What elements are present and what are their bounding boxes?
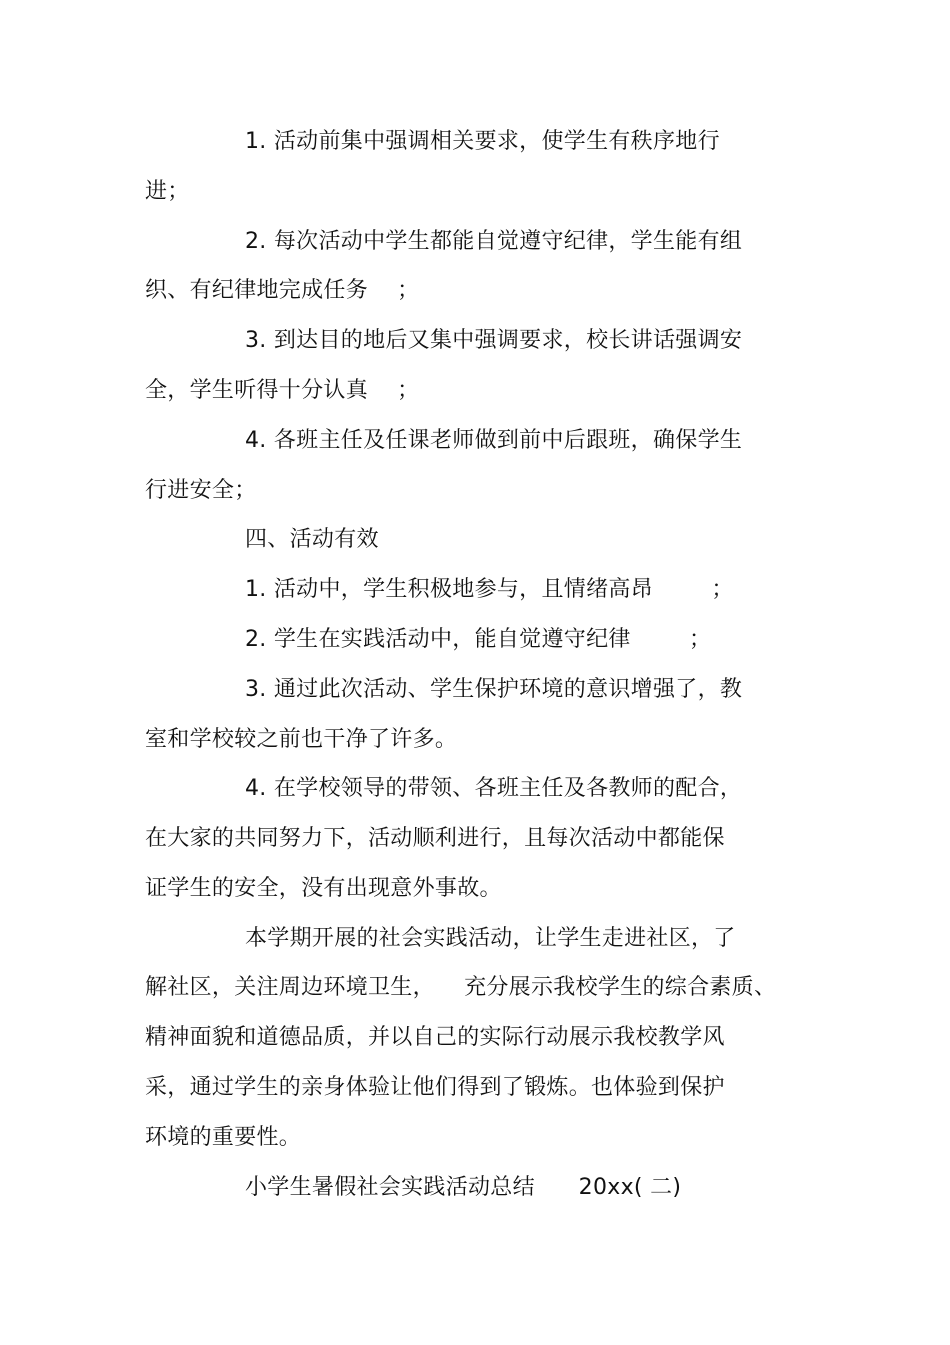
paragraph-line: 解社区，关注周边环境卫生， 充分展示我校学生的综合素质、 <box>145 975 777 1000</box>
paragraph-line: 在大家的共同努力下，活动顺利进行，且每次活动中都能保 <box>145 826 725 851</box>
paragraph-line: 1. 活动中，学生积极地参与，且情绪高昂 ； <box>245 577 734 602</box>
paragraph-line: 4. 各班主任及任课老师做到前中后跟班，确保学生 <box>245 428 743 453</box>
paragraph-line: 2. 每次活动中学生都能自觉遵守纪律，学生能有组 <box>245 229 743 254</box>
paragraph-line: 全，学生听得十分认真 ； <box>145 378 420 403</box>
paragraph-line: 采，通过学生的亲身体验让他们得到了锻炼。也体验到保护 <box>145 1075 725 1100</box>
paragraph-line: 证学生的安全，没有出现意外事故。 <box>145 876 502 901</box>
paragraph-line: 室和学校较之前也干净了许多。 <box>145 727 458 752</box>
paragraph-line: 精神面貌和道德品质，并以自己的实际行动展示我校教学风 <box>145 1025 725 1050</box>
paragraph-line: 2. 学生在实践活动中，能自觉遵守纪律 ； <box>245 627 712 652</box>
paragraph-line: 环境的重要性。 <box>145 1125 302 1150</box>
paragraph-line: 本学期开展的社会实践活动，让学生走进社区，了 <box>245 926 736 951</box>
paragraph-line: 3. 到达目的地后又集中强调要求，校长讲话强调安 <box>245 328 743 353</box>
document-title: 小学生暑假社会实践活动总结 20xx( 二) <box>245 1175 682 1200</box>
paragraph-line: 行进安全； <box>145 478 257 503</box>
paragraph-line: 4. 在学校领导的带领、各班主任及各教师的配合， <box>245 776 743 801</box>
section-heading: 四、活动有效 <box>245 527 379 552</box>
paragraph-line: 进； <box>145 179 190 204</box>
paragraph-line: 1. 活动前集中强调相关要求，使学生有秩序地行 <box>245 129 720 154</box>
paragraph-line: 织、有纪律地完成任务 ； <box>145 278 420 303</box>
paragraph-line: 3. 通过此次活动、学生保护环境的意识增强了，教 <box>245 677 743 702</box>
